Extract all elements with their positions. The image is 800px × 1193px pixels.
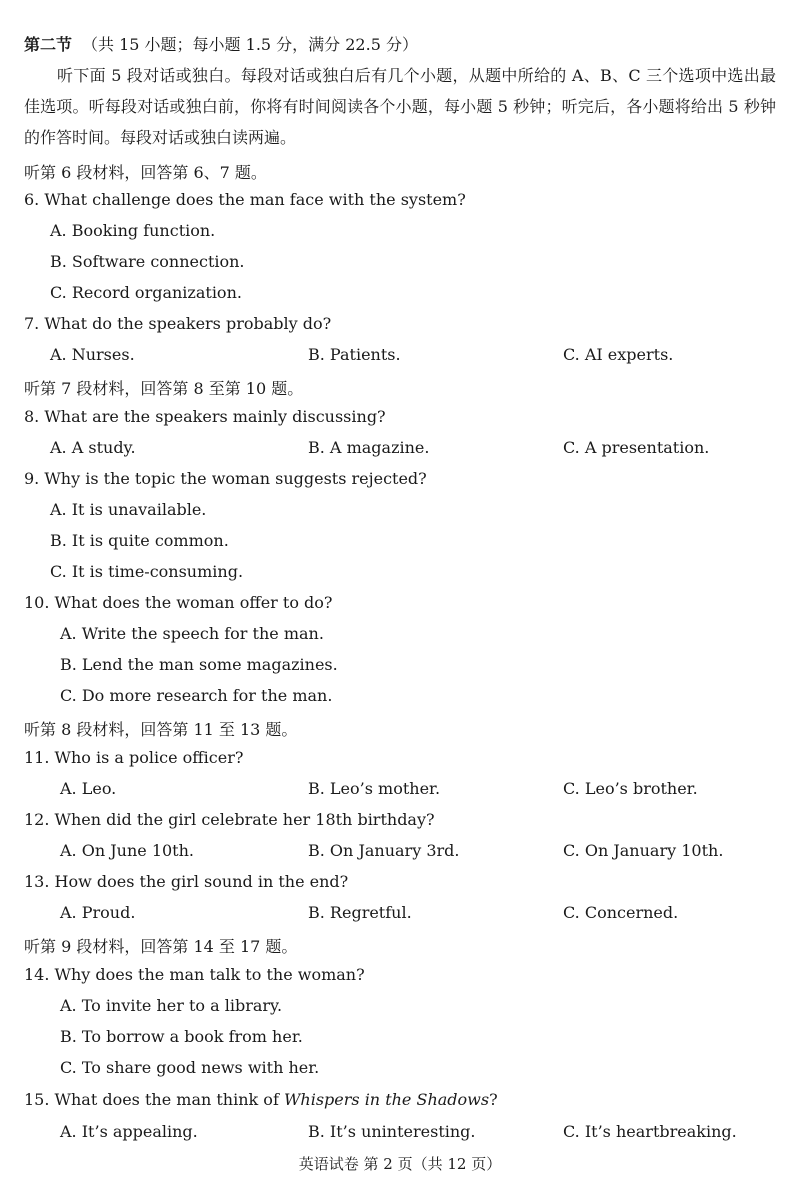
section-heading [24,32,418,55]
option-8a: A. A study. [50,438,136,457]
question-10: 10. What does the woman offer to do? [24,593,333,612]
option-9c: C. It is time-consuming. [50,562,244,581]
option-10a: A. Write the speech for the man. [60,624,324,643]
question-15-mark: ? [489,1090,498,1109]
question-6: 6. What challenge does the man face with the system? [24,190,466,209]
option-7c: C. AI experts. [563,345,674,364]
question-13: 13. How does the girl sound in the end? [24,872,349,891]
option-12b: B. On January 3rd. [308,841,460,860]
option-15b: B. It’s uninteresting. [308,1122,476,1141]
option-6c: C. Record organization. [50,283,242,302]
option-14a: A. To invite her to a library. [60,996,283,1015]
option-14b: B. To borrow a book from her. [60,1027,303,1046]
option-7b: B. Patients. [308,345,401,364]
group-heading: 听第 7 段材料，回答第 8 至第 10 题。 [24,379,304,398]
question-15 [24,1090,498,1109]
question-7: 7. What do the speakers probably do? [24,314,332,333]
option-12a: A. On June 10th. [60,841,194,860]
section-instructions: 听下面 5 段对话或独白。每段对话或独白后有几个小题，从题中所给的 A、B、C 三个选项中选出最佳选项。听每段对话或独白前，你将有时间阅读各个小题，每小题 5 秒钟；听完后，各小题将给出 5 秒钟的作答时间。每段对话或独白读两遍。 [24,66,776,147]
option-13c: C. Concerned. [563,903,679,922]
page-footer: 英语试卷 第 2 页（共 12 页） [298,1155,502,1173]
question-8: 8. What are the speakers mainly discussing? [24,407,386,426]
option-9b: B. It is quite common. [50,531,229,550]
question-12: 12. When did the girl celebrate her 18th birthday? [24,810,435,829]
option-10b: B. Lend the man some magazines. [60,655,338,674]
question-9: 9. Why is the topic the woman suggests rejected? [24,469,427,488]
option-11b: B. Leo’s mother. [308,779,441,798]
option-11a: A. Leo. [60,779,117,798]
option-11c: C. Leo’s brother. [563,779,698,798]
book-title: Whispers in the Shadows [283,1090,490,1109]
question-11: 11. Who is a police officer? [24,748,244,767]
group-heading: 听第 9 段材料，回答第 14 至 17 题。 [24,937,298,956]
option-15c: C. It’s heartbreaking. [563,1122,737,1141]
section-note: （共 15 小题；每小题 1.5 分，满分 22.5 分） [82,35,418,54]
option-6a: A. Booking function. [50,221,216,240]
option-14c: C. To share good news with her. [60,1058,320,1077]
question-14: 14. Why does the man talk to the woman? [24,965,365,984]
section-title: 第二节 [24,35,73,54]
option-8c: C. A presentation. [563,438,710,457]
option-7a: A. Nurses. [50,345,135,364]
option-15a: A. It’s appealing. [60,1122,198,1141]
option-13a: A. Proud. [60,903,136,922]
option-6b: B. Software connection. [50,252,245,271]
option-9a: A. It is unavailable. [50,500,207,519]
option-13b: B. Regretful. [308,903,412,922]
group-heading: 听第 8 段材料，回答第 11 至 13 题。 [24,720,298,739]
option-8b: B. A magazine. [308,438,430,457]
group-heading: 听第 6 段材料，回答第 6、7 题。 [24,163,267,182]
question-15-text: 15. What does the man think of [24,1090,284,1109]
option-12c: C. On January 10th. [563,841,724,860]
option-10c: C. Do more research for the man. [60,686,333,705]
